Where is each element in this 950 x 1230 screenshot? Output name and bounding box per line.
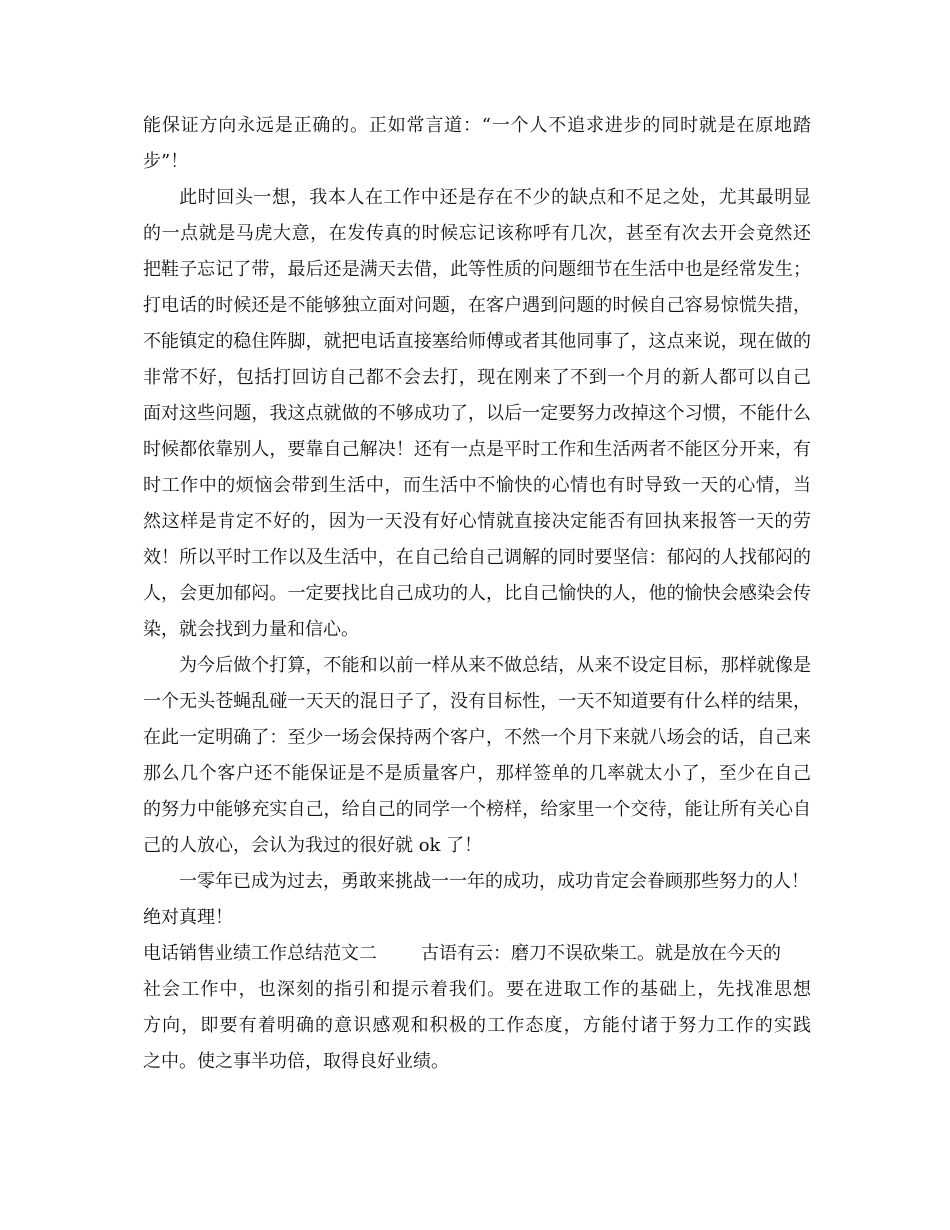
heading-tail-text: 古语有云：磨刀不误砍柴工。就是放在今天的 <box>421 943 781 964</box>
text-line: 的努力中能够充实自己，给自己的同学一个榜样，给家里一个交待，能让所有关心自 <box>143 799 811 820</box>
text-line: 的一点就是马虎大意，在发传真的时候忘记该称呼有几次，甚至有次去开会竟然还 <box>143 223 811 244</box>
text-line: 不能镇定的稳住阵脚，就把电话直接塞给师傅或者其他同事了，这点来说，现在做的 <box>143 331 811 352</box>
text-line: 那么几个客户还不能保证是不是质量客户，那样签单的几率就太小了，至少在自己 <box>143 763 811 784</box>
text-line: 此时回头一想，我本人在工作中还是存在不少的缺点和不足之处，尤其最明显 <box>179 187 811 208</box>
section-heading-line <box>143 936 811 972</box>
text-line: 绝对真理！ <box>143 907 233 928</box>
text-line: 时候都依靠别人，要靠自己解决！还有一点是平时工作和生活两者不能区分开来，有 <box>143 439 811 460</box>
text-line: 人，会更加郁闷。一定要找比自己成功的人，比自己愉快的人，他的愉快会感染会传 <box>143 583 811 604</box>
text-line: 己的人放心，会认为我过的很好就 ok 了！ <box>143 835 483 856</box>
text-line: 社会工作中，也深刻的指引和提示着我们。要在进取工作的基础上，先找准思想 <box>143 979 811 1000</box>
text-line: 步”！ <box>143 151 189 172</box>
section-heading: 电话销售业绩工作总结范文二 <box>143 943 377 964</box>
text-line: 染，就会找到力量和信心。 <box>143 619 359 640</box>
text-line: 打电话的时候还是不能够独立面对问题，在客户遇到问题的时候自己容易惊慌失措， <box>143 295 811 316</box>
text-line: 效！所以平时工作以及生活中，在自己给自己调解的同时要坚信：郁闷的人找郁闷的 <box>143 547 811 568</box>
text-line: 非常不好，包括打回访自己都不会去打，现在刚来了不到一个月的新人都可以自己 <box>143 367 811 388</box>
text-line: 时工作中的烦恼会带到生活中，而生活中不愉快的心情也有时导致一天的心情，当 <box>143 475 811 496</box>
text-line: 面对这些问题，我这点就做的不够成功了，以后一定要努力改掉这个习惯，不能什么 <box>143 403 811 424</box>
text-line: 在此一定明确了：至少一场会保持两个客户，不然一个月下来就八场会的话，自己来 <box>143 727 811 748</box>
text-line: 然这样是肯定不好的，因为一天没有好心情就直接决定能否有回执来报答一天的劳 <box>143 511 811 532</box>
text-line: 之中。使之事半功倍，取得良好业绩。 <box>143 1051 449 1072</box>
text-line: 把鞋子忘记了带，最后还是满天去借，此等性质的问题细节在生活中也是经常发生； <box>143 259 811 280</box>
text-line: 方向，即要有着明确的意识感观和积极的工作态度，方能付诸于努力工作的实践 <box>143 1015 811 1036</box>
text-line: 为今后做个打算，不能和以前一样从来不做总结，从来不设定目标，那样就像是 <box>179 655 811 676</box>
text-line: 一个无头苍蝇乱碰一天天的混日子了，没有目标性，一天不知道要有什么样的结果， <box>143 691 811 712</box>
document-body <box>143 108 811 1080</box>
text-line: 一零年已成为过去，勇敢来挑战一一年的成功，成功肯定会眷顾那些努力的人！ <box>179 871 809 892</box>
text-line: 能保证方向永远是正确的。正如常言道：“一个人不追求进步的同时就是在原地踏 <box>143 115 811 136</box>
